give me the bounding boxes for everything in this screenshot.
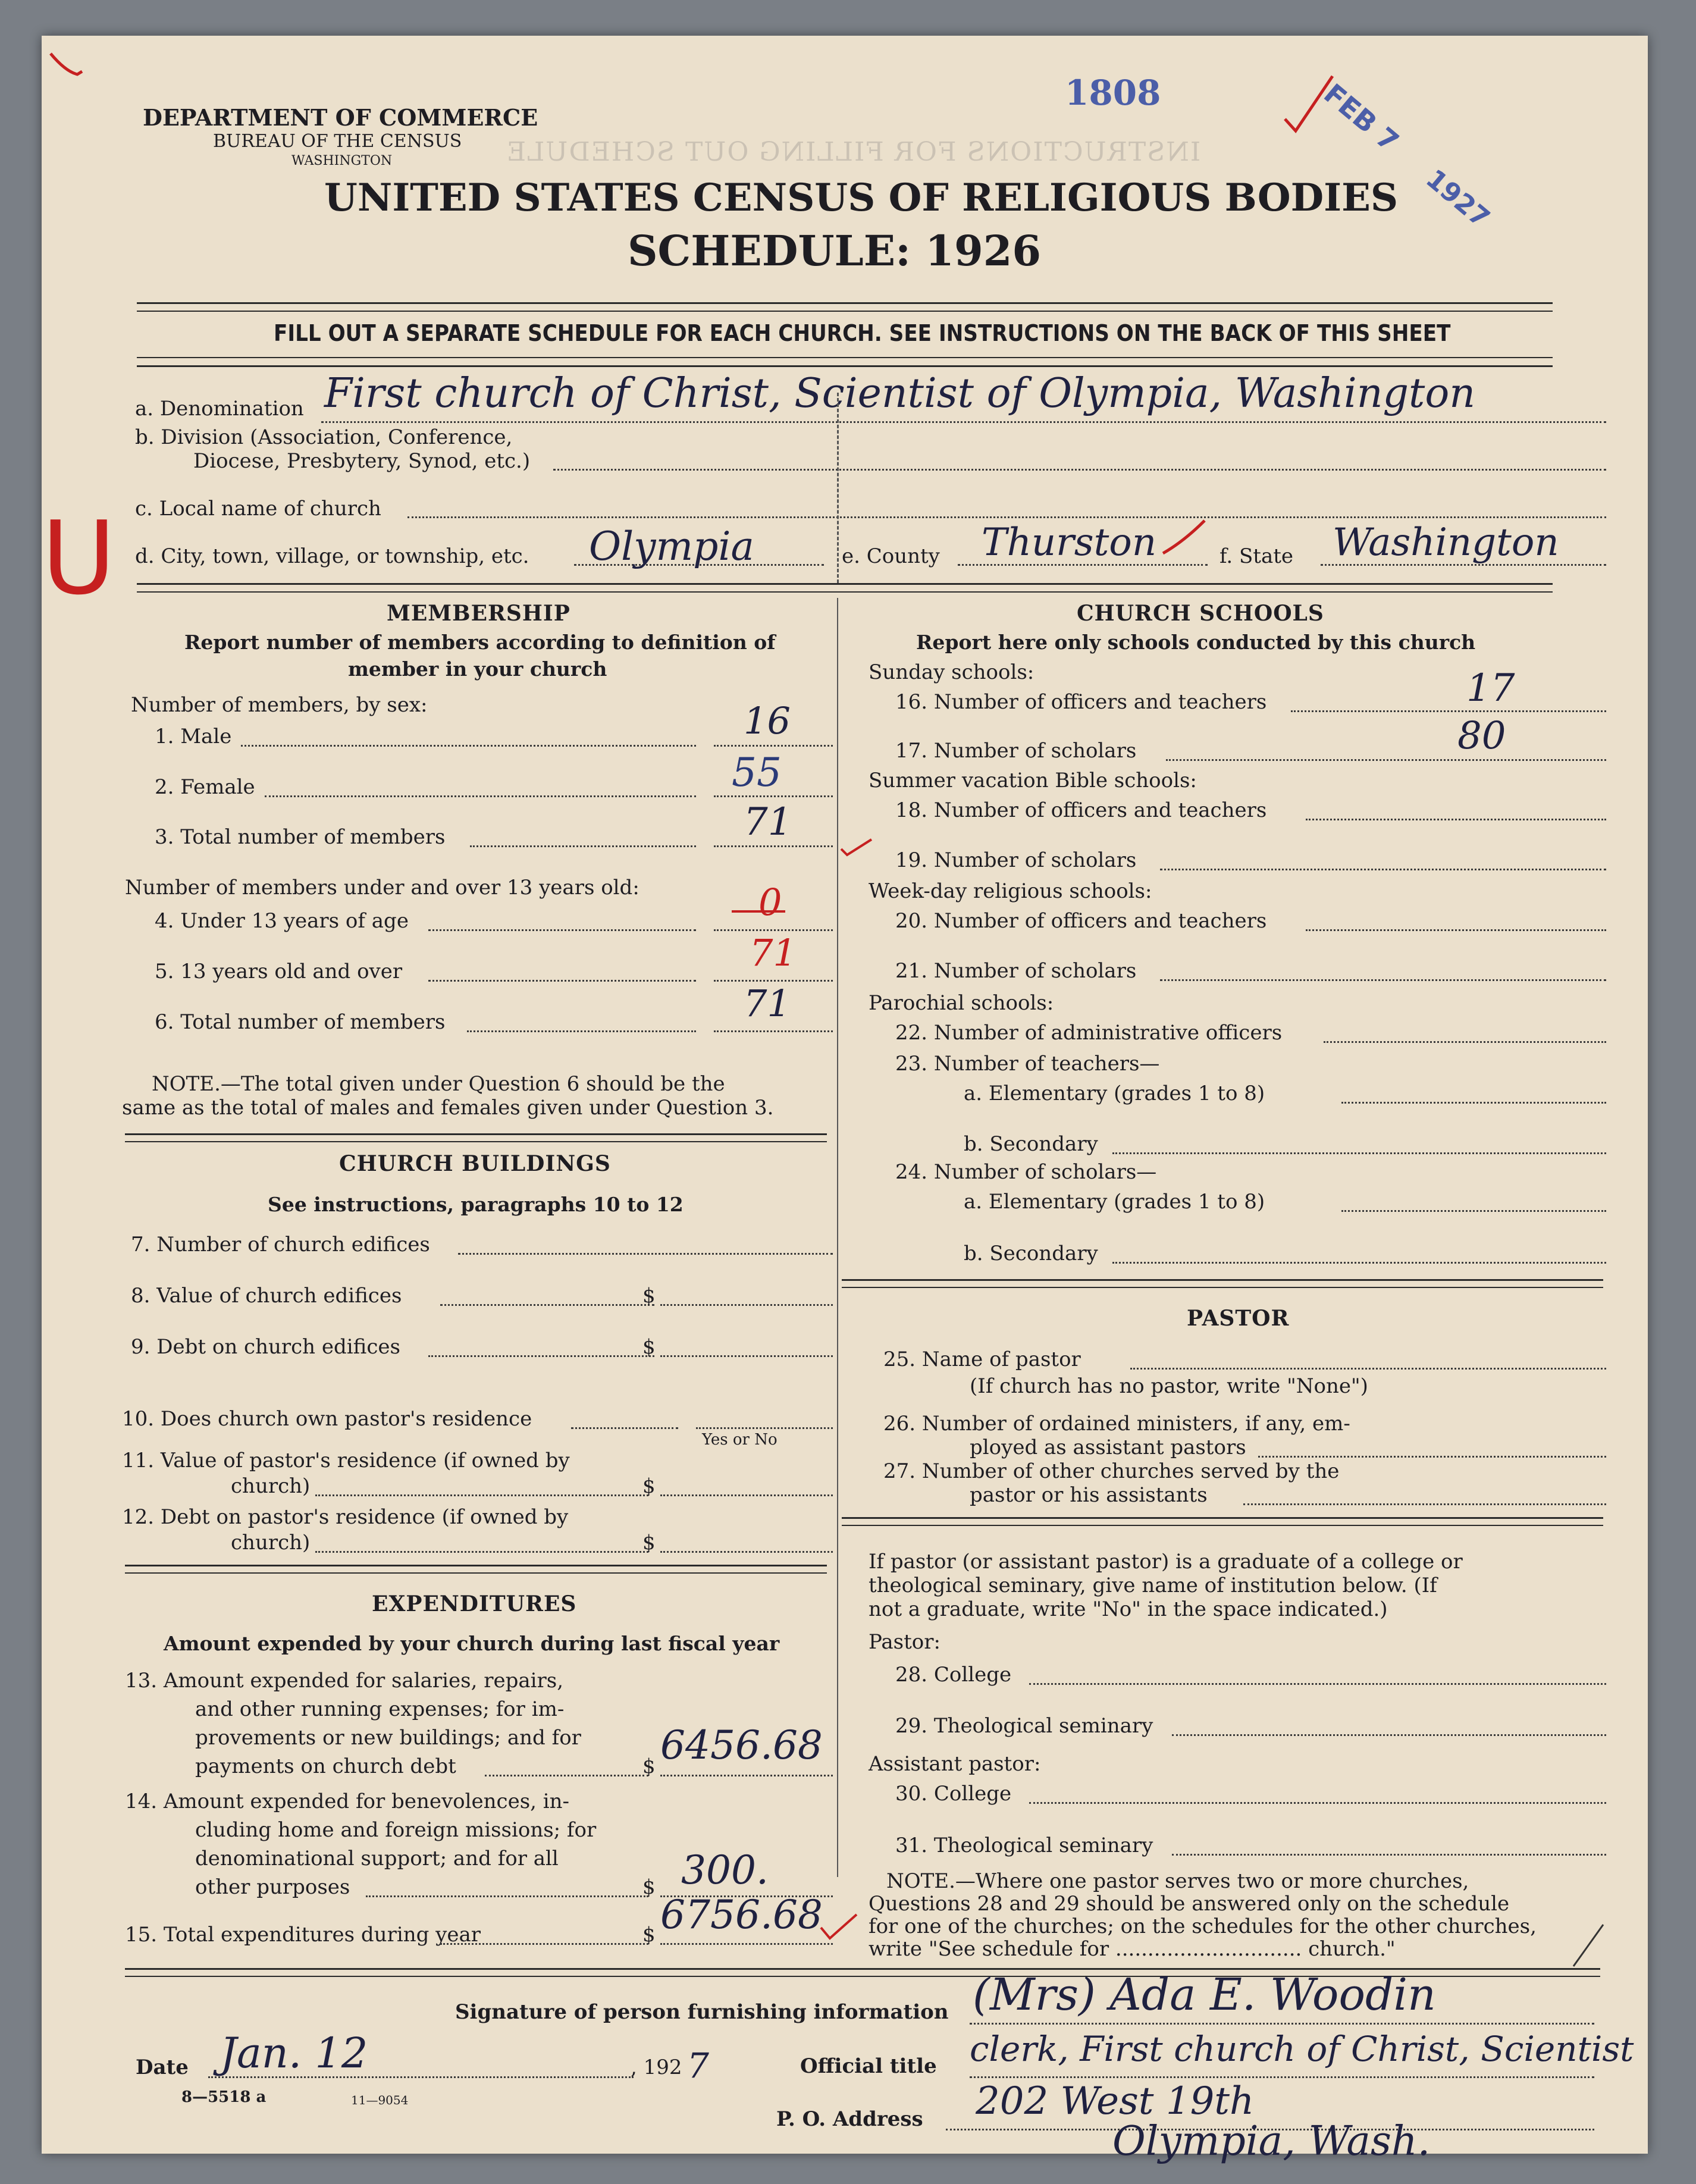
q18-answer-line[interactable]: [1306, 819, 1606, 820]
rule: [137, 357, 1553, 358]
official-title-label: Official title: [800, 2054, 937, 2078]
q10-label: 10. Does church own pastor's residence: [122, 1407, 532, 1431]
q21-label: 21. Number of scholars: [895, 959, 1137, 983]
leader-line: [440, 1304, 654, 1306]
print-number: 11—9054: [351, 2093, 409, 2107]
date-value: Jan. 12: [220, 2029, 368, 2078]
signature-line[interactable]: [970, 2023, 1594, 2025]
form-number: 8—5518 a: [181, 2088, 267, 2106]
leader-line: [428, 1355, 654, 1357]
rule: [125, 1572, 827, 1574]
q12-dollar: $: [642, 1531, 656, 1555]
q19-label: 19. Number of scholars: [895, 848, 1137, 872]
q1-answer-line[interactable]: [714, 745, 833, 747]
q13-dollar: $: [642, 1754, 656, 1778]
schedule-title: SCHEDULE: 1926: [628, 226, 1042, 275]
leader-line: [265, 795, 696, 797]
q14-dollar: $: [642, 1875, 656, 1899]
red-margin-mark: U: [42, 500, 116, 618]
q13-answer-line[interactable]: [660, 1775, 833, 1776]
q23a-label: a. Elementary (grades 1 to 8): [964, 1082, 1265, 1105]
q23b-label: b. Secondary: [964, 1132, 1098, 1156]
q31-answer-line[interactable]: [1172, 1854, 1606, 1856]
leader-line: [470, 845, 696, 847]
pastor-note-2: Questions 28 and 29 should be answered only on the schedule: [869, 1892, 1510, 1916]
q26-answer-line[interactable]: [1258, 1456, 1606, 1458]
rule: [842, 1287, 1603, 1288]
q24b-answer-line[interactable]: [1112, 1262, 1606, 1264]
q14-label-1: 14. Amount expended for benevolences, in-: [125, 1790, 570, 1813]
q16-answer-line[interactable]: [1291, 710, 1606, 712]
denomination-value: First church of Christ, Scientist of Olympia, Washington: [324, 370, 1476, 417]
q29-answer-line[interactable]: [1172, 1734, 1606, 1736]
q12-label-1: 12. Debt on pastor's residence (if owned by: [122, 1505, 569, 1529]
q24b-label: b. Secondary: [964, 1242, 1098, 1265]
q25-answer-line[interactable]: [1130, 1368, 1606, 1370]
membership-note-1: NOTE.—The total given under Question 6 should be the: [152, 1072, 725, 1096]
q9-dollar: $: [642, 1335, 656, 1359]
q3-value: 71: [744, 800, 792, 844]
yes-no-hint: Yes or No: [702, 1431, 778, 1449]
column-divider: [837, 393, 839, 583]
state-value: Washington: [1333, 521, 1559, 565]
county-label: e. County: [842, 544, 940, 568]
q22-answer-line[interactable]: [1324, 1041, 1606, 1043]
red-corner-mark: [48, 48, 83, 83]
q24a-label: a. Elementary (grades 1 to 8): [964, 1190, 1265, 1214]
signature-value: (Mrs) Ada E. Woodin: [973, 1969, 1436, 2020]
pastor-note-3: for one of the churches; on the schedules for the other churches,: [869, 1914, 1537, 1938]
leader-line: [366, 1895, 648, 1897]
red-check-mark: [839, 836, 874, 860]
leader-line: [467, 1030, 696, 1032]
q1-value: 16: [744, 699, 791, 742]
rule: [137, 365, 1553, 367]
q14-value: 300.: [681, 1847, 769, 1893]
leader-line: [440, 1943, 648, 1945]
schools-heading: CHURCH SCHOOLS: [1077, 601, 1324, 626]
q11-answer-line[interactable]: [660, 1494, 833, 1496]
expenditures-heading: EXPENDITURES: [372, 1591, 577, 1616]
q25-label: 25. Name of pastor: [883, 1348, 1081, 1371]
signature-label: Signature of person furnishing information: [455, 2000, 949, 2024]
membership-note-2: same as the total of males and females given under Question 3.: [122, 1096, 774, 1120]
q31-label: 31. Theological seminary: [895, 1834, 1153, 1857]
q13-label-1: 13. Amount expended for salaries, repairs,: [125, 1669, 564, 1693]
graduate-instruction-1: If pastor (or assistant pastor) is a graduate of a college or: [869, 1550, 1463, 1574]
q28-answer-line[interactable]: [1029, 1683, 1606, 1685]
division-label-2: Diocese, Presbytery, Synod, etc.): [193, 449, 531, 473]
q15-answer-line[interactable]: [660, 1943, 833, 1945]
pencil-tick: [1570, 1922, 1606, 1969]
denomination-line[interactable]: [321, 421, 1606, 423]
date-stamp-month: FEB 7: [1318, 77, 1405, 158]
rule: [842, 1517, 1603, 1519]
q26-label-1: 26. Number of ordained ministers, if any, em-: [883, 1412, 1350, 1436]
q11-label-2: church): [231, 1474, 311, 1498]
q20-answer-line[interactable]: [1306, 929, 1606, 931]
q13-label-2: and other running expenses; for im-: [195, 1697, 565, 1721]
leader-line: [571, 1427, 678, 1429]
q17-answer-line[interactable]: [1166, 759, 1606, 761]
members-by-sex-label: Number of members, by sex:: [131, 693, 428, 717]
q15-label: 15. Total expenditures during year: [125, 1923, 481, 1947]
q17-value: 80: [1457, 714, 1506, 758]
weekday-schools-label: Week-day religious schools:: [869, 879, 1152, 903]
q8-label: 8. Value of church edifices: [131, 1284, 402, 1308]
pastor-sublabel: Pastor:: [869, 1630, 941, 1654]
rule: [125, 1565, 827, 1566]
q11-dollar: $: [642, 1474, 656, 1498]
q29-label: 29. Theological seminary: [895, 1714, 1153, 1738]
q2-value: 55: [732, 750, 782, 795]
state-label: f. State: [1220, 544, 1293, 568]
q23a-answer-line[interactable]: [1341, 1102, 1606, 1104]
buildings-heading: CHURCH BUILDINGS: [339, 1151, 611, 1176]
rule: [842, 1279, 1603, 1281]
q25-note: (If church has no pastor, write "None"): [970, 1374, 1368, 1398]
q5-label: 5. 13 years old and over: [155, 960, 403, 983]
form-title: UNITED STATES CENSUS OF RELIGIOUS BODIES: [324, 176, 1399, 220]
q20-label: 20. Number of officers and teachers: [895, 909, 1267, 933]
date-stamp-year: 1927: [1420, 164, 1496, 234]
q8-answer-line[interactable]: [660, 1304, 833, 1306]
pastor-heading: PASTOR: [1187, 1306, 1290, 1331]
po-address-label: P. O. Address: [776, 2107, 923, 2131]
q15-dollar: $: [642, 1923, 656, 1947]
q27-label-1: 27. Number of other churches served by the: [883, 1459, 1340, 1483]
rule: [137, 302, 1553, 304]
q13-value: 6456.68: [660, 1722, 823, 1768]
q5-value: 71: [750, 931, 797, 975]
rule: [125, 1141, 827, 1142]
column-divider: [837, 598, 838, 1877]
q9-label: 9. Debt on church edifices: [131, 1335, 400, 1359]
parochial-schools-label: Parochial schools:: [869, 991, 1054, 1015]
q28-label: 28. College: [895, 1663, 1012, 1687]
q14-label-2: cluding home and foreign missions; for: [195, 1818, 597, 1842]
rule: [137, 591, 1553, 593]
denomination-label: a. Denomination: [135, 397, 304, 421]
q16-label: 16. Number of officers and teachers: [895, 690, 1267, 714]
date-label: Date: [136, 2055, 189, 2079]
q1-label: 1. Male: [155, 725, 232, 748]
po-address-line-2: Olympia, Wash.: [1112, 2118, 1431, 2165]
membership-sub-2: member in your church: [348, 657, 607, 681]
q8-dollar: $: [642, 1284, 656, 1308]
rule: [137, 583, 1553, 585]
pastor-note-1: NOTE.—Where one pastor serves two or more churches,: [886, 1869, 1469, 1893]
instruction-banner: FILL OUT A SEPARATE SCHEDULE FOR EACH CHURCH. SEE INSTRUCTIONS ON THE BACK OF THIS SHEET: [274, 320, 1451, 346]
q3-answer-line[interactable]: [714, 845, 833, 847]
q3-label: 3. Total number of members: [155, 825, 446, 849]
bureau-city: WASHINGTON: [291, 153, 393, 168]
membership-sub-1: Report number of members according to definition of: [184, 631, 776, 654]
leader-line: [315, 1494, 648, 1496]
red-check-mark: [1160, 518, 1208, 559]
summer-schools-label: Summer vacation Bible schools:: [869, 769, 1197, 792]
q23-label: 23. Number of teachers—: [895, 1052, 1160, 1076]
q7-label: 7. Number of church edifices: [131, 1233, 430, 1256]
q17-label: 17. Number of scholars: [895, 739, 1137, 763]
red-strike: [732, 910, 785, 913]
city-label: d. City, town, village, or township, etc.: [135, 544, 529, 568]
q9-answer-line[interactable]: [660, 1355, 833, 1357]
q24-label: 24. Number of scholars—: [895, 1160, 1157, 1184]
q14-label-4: other purposes: [195, 1875, 350, 1899]
q7-answer-line[interactable]: [458, 1253, 833, 1255]
received-number-stamp: 1808: [1065, 73, 1161, 113]
sunday-schools-label: Sunday schools:: [869, 660, 1034, 684]
assistant-pastor-sublabel: Assistant pastor:: [869, 1752, 1041, 1776]
leader-line: [485, 1775, 648, 1776]
q4-label: 4. Under 13 years of age: [155, 909, 409, 933]
q6-label: 6. Total number of members: [155, 1010, 446, 1034]
q12-label-2: church): [231, 1531, 311, 1555]
q27-answer-line[interactable]: [1243, 1503, 1606, 1505]
division-label-1: b. Division (Association, Conference,: [135, 425, 513, 449]
department-name: DEPARTMENT OF COMMERCE: [143, 104, 538, 131]
rule: [842, 1525, 1603, 1526]
graduate-instruction-2: theological seminary, give name of institution below. (If: [869, 1574, 1437, 1597]
leader-line: [428, 980, 696, 982]
q23b-answer-line[interactable]: [1112, 1152, 1606, 1154]
year-prefix: , 192: [631, 2055, 682, 2079]
buildings-sub: See instructions, paragraphs 10 to 12: [268, 1193, 684, 1216]
bureau-name: BUREAU OF THE CENSUS: [213, 131, 462, 152]
leader-line: [315, 1551, 648, 1553]
leader-line: [241, 745, 696, 747]
county-value: Thurston: [982, 521, 1157, 565]
bleed-through-text: INSTRUCTIONS FOR FILLING OUT SCHEDULE: [506, 137, 1201, 167]
q2-label: 2. Female: [155, 775, 255, 799]
q22-label: 22. Number of administrative officers: [895, 1021, 1283, 1045]
q10-answer-line[interactable]: [696, 1427, 833, 1429]
age-header: Number of members under and over 13 years old:: [125, 876, 639, 900]
local-name-line[interactable]: [407, 516, 1606, 518]
q4-value: 0: [758, 881, 782, 924]
division-line[interactable]: [553, 469, 1606, 471]
official-title-line[interactable]: [970, 2076, 1594, 2078]
red-check-mark: [818, 1910, 860, 1945]
po-address-line-1: 202 West 19th: [976, 2079, 1255, 2123]
year-digit: 7: [687, 2045, 709, 2086]
q27-label-2: pastor or his assistants: [970, 1483, 1208, 1507]
q6-answer-line[interactable]: [714, 1030, 833, 1032]
q26-label-2: ployed as assistant pastors: [970, 1436, 1246, 1459]
q21-answer-line[interactable]: [1160, 979, 1606, 981]
expenditures-sub: Amount expended by your church during last fiscal year: [164, 1632, 780, 1655]
q12-answer-line[interactable]: [660, 1551, 833, 1553]
q11-label-1: 11. Value of pastor's residence (if owned by: [122, 1449, 570, 1472]
membership-heading: MEMBERSHIP: [387, 601, 570, 626]
q19-answer-line[interactable]: [1160, 869, 1606, 870]
q13-label-3: provements or new buildings; and for: [195, 1726, 581, 1750]
leader-line: [428, 929, 696, 931]
q14-label-3: denominational support; and for all: [195, 1847, 559, 1870]
q16-value: 17: [1466, 666, 1515, 710]
official-title-value: clerk, First church of Christ, Scientist: [970, 2029, 1634, 2069]
pastor-note-4: write "See schedule for ............................. church.": [869, 1937, 1396, 1961]
q18-label: 18. Number of officers and teachers: [895, 798, 1267, 822]
q6-value: 71: [744, 982, 791, 1025]
rule: [125, 1133, 827, 1135]
q30-answer-line[interactable]: [1029, 1802, 1606, 1804]
q15-value: 6756.68: [660, 1892, 823, 1938]
schools-sub: Report here only schools conducted by this church: [916, 631, 1476, 654]
q13-label-4: payments on church debt: [195, 1754, 456, 1778]
graduate-instruction-3: not a graduate, write "No" in the space indicated.): [869, 1597, 1388, 1621]
q24a-answer-line[interactable]: [1341, 1210, 1606, 1212]
q2-answer-line[interactable]: [714, 795, 833, 797]
city-value: Olympia: [589, 524, 754, 569]
rule: [137, 311, 1553, 312]
q30-label: 30. College: [895, 1782, 1012, 1806]
census-schedule-sheet: [42, 36, 1648, 2165]
local-name-label: c. Local name of church: [135, 497, 381, 521]
